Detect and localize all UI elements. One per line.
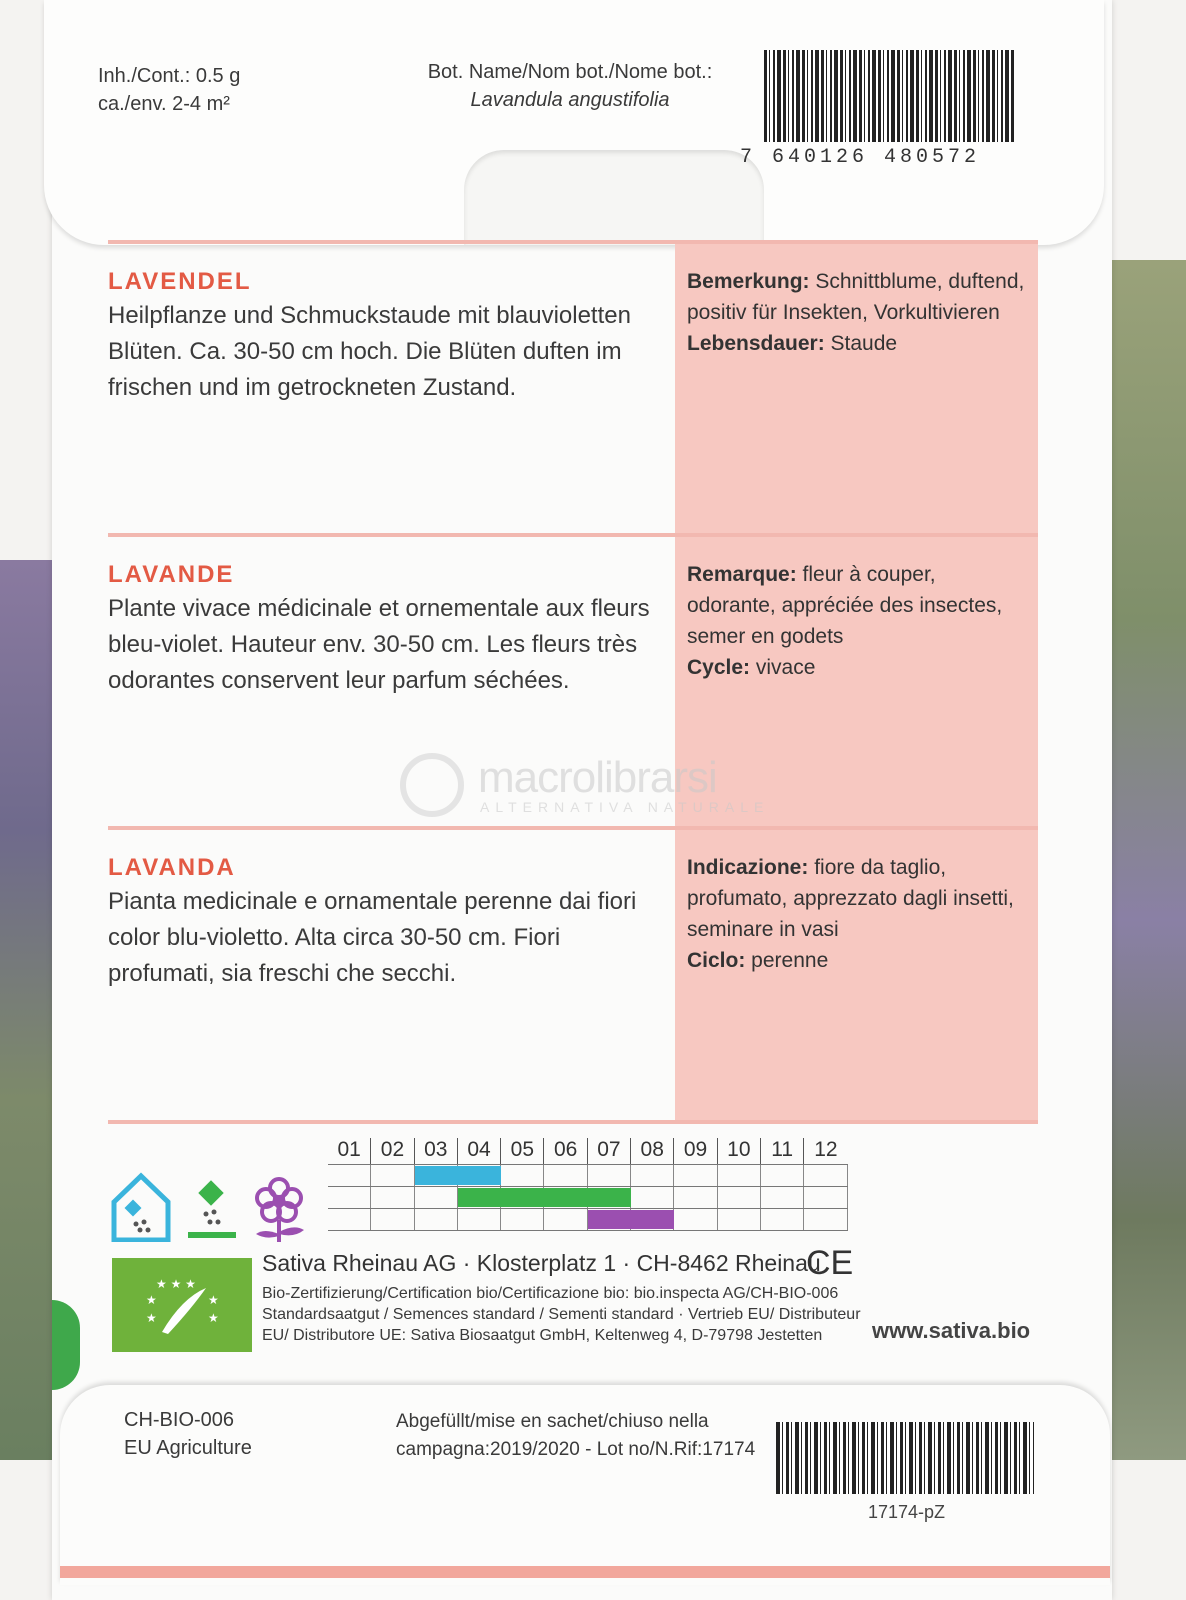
svg-text:★ ★ ★: ★ ★ ★ — [156, 1277, 196, 1291]
botanical-name — [420, 58, 720, 114]
calendar-month: 04 — [458, 1138, 501, 1164]
barcode-top — [764, 50, 1014, 142]
packet-bottom-edge — [60, 1566, 1110, 1578]
sow-indoor-icon — [110, 1172, 172, 1242]
company-address: Sativa Rheinau AG · Klosterplatz 1 · CH-8462 Rheinau — [262, 1250, 821, 1276]
calendar-row-flowering — [328, 1208, 848, 1230]
sowing-calendar — [328, 1138, 848, 1232]
note-text: Schnittblume, duftend, positiv für Insekten, Vorkultivieren — [687, 270, 1025, 324]
calendar-row-sow-indoor — [328, 1164, 848, 1186]
cycle-text: Staude — [824, 332, 898, 355]
calendar-month: 05 — [501, 1138, 544, 1164]
barcode-number: 7 640126 480572 — [740, 146, 981, 169]
website-link[interactable]: www.sativa.bio — [872, 1318, 1031, 1343]
watermark-logo-icon — [400, 753, 464, 817]
calendar-month: 12 — [814, 1138, 838, 1161]
barcode-bottom — [776, 1422, 1034, 1494]
section-title: LAVANDE — [108, 561, 235, 588]
section-body: Pianta medicinale e ornamentale perenne dai fiori color blu-violetto. Alta circa 30-50 cm. Fiori profumati, sia freschi che secchi. — [108, 888, 637, 987]
lot-info — [396, 1408, 755, 1464]
note-label: Indicazione: — [687, 856, 809, 879]
lot-line-2: campagna:2019/2020 - Lot no/N.Rif:17174 — [396, 1439, 756, 1460]
product-code: 17174-pZ — [868, 1502, 946, 1522]
background-photo-left — [0, 560, 60, 1460]
calendar-month: 02 — [371, 1138, 414, 1164]
note-text: fiore da taglio, profumato, apprezzato dagli insetti, seminare in vasi — [687, 856, 1014, 941]
note-label: Remarque: — [687, 563, 797, 586]
flap-notch — [464, 150, 764, 245]
calendar-month: 03 — [415, 1138, 458, 1164]
cycle-text: perenne — [745, 949, 829, 972]
calendar-month: 09 — [674, 1138, 717, 1164]
cycle-label: Cycle: — [687, 656, 751, 679]
content-weight: Inh./Cont.: 0.5 g — [98, 65, 241, 87]
svg-text:★: ★ — [146, 1293, 157, 1307]
watermark — [400, 745, 780, 825]
section-body: Heilpflanze und Schmuckstaude mit blauvioletten Blüten. Ca. 30-50 cm hoch. Die Blüten duften im frischen und im getrockneten Zustand. — [108, 302, 631, 401]
cert-info — [124, 1406, 252, 1462]
svg-text:★: ★ — [208, 1311, 219, 1325]
section-german — [108, 240, 1038, 534]
note-label: Bemerkung: — [687, 270, 810, 293]
lot-line-1: Abgefüllt/mise en sachet/chiuso nella — [396, 1411, 709, 1432]
calendar-month: 07 — [588, 1138, 631, 1164]
section-notes — [675, 830, 1038, 1120]
sow-outdoor-icon — [184, 1180, 240, 1240]
sowing-area: ca./env. 2-4 m² — [98, 93, 230, 115]
svg-text:★: ★ — [146, 1311, 157, 1325]
calendar-month: 11 — [761, 1138, 804, 1164]
calendar-month: 08 — [631, 1138, 674, 1164]
packet-front-edge — [52, 1300, 80, 1390]
watermark-text: macrolibrarsi — [478, 753, 717, 802]
cycle-text: vivace — [750, 656, 816, 679]
calendar-bar-sow-indoor — [415, 1166, 502, 1185]
section-title: LAVENDEL — [108, 268, 252, 295]
calendar-bar-flowering — [588, 1210, 675, 1229]
botanical-label: Bot. Name/Nom bot./Nome bot.: — [427, 61, 713, 83]
eu-organic-logo — [112, 1258, 252, 1352]
calendar-month: 06 — [544, 1138, 587, 1164]
calendar-month: 01 — [328, 1138, 371, 1164]
section-divider — [108, 1120, 1038, 1124]
cycle-label: Ciclo: — [687, 949, 746, 972]
content-info — [98, 62, 240, 118]
cert-code: CH-BIO-006 — [124, 1409, 235, 1431]
flower-icon — [246, 1172, 312, 1244]
background-photo-right — [1106, 260, 1186, 1460]
calendar-months — [328, 1138, 848, 1164]
calendar-bar-plant-out — [458, 1188, 631, 1207]
watermark-subtitle: ALTERNATIVA NATURALE — [480, 799, 770, 815]
distribution-line: Standardsaatgut / Semences standard / Sementi standard · Vertrieb EU/ Distributeur EU/ Distributore UE: Sativa Biosaatgut GmbH, Keltenweg 4, D-79798 Jestetten — [262, 1306, 861, 1344]
cert-origin: EU Agriculture — [124, 1437, 252, 1459]
certification-text — [262, 1283, 862, 1346]
ce-mark: CE — [806, 1244, 854, 1282]
section-body: Plante vivace médicinale et ornementale aux fleurs bleu-violet. Hauteur env. 30-50 cm. Les fleurs très odorantes conservent leur parfum séchées. — [108, 595, 650, 694]
section-title: LAVANDA — [108, 854, 236, 881]
calendar-month: 10 — [718, 1138, 761, 1164]
note-text: fleur à couper, odorante, appréciée des insectes, semer en godets — [687, 563, 1003, 648]
section-italian — [108, 826, 1038, 1120]
latin-name: Lavandula angustifolia — [470, 89, 670, 111]
cycle-label: Lebensdauer: — [687, 332, 825, 355]
section-notes — [675, 244, 1038, 534]
certification-line: Bio-Zertifizierung/Certification bio/Certificazione bio: bio.inspecta AG/CH-BIO-006 — [262, 1285, 839, 1302]
svg-text:★: ★ — [208, 1293, 219, 1307]
calendar-row-plant-out — [328, 1186, 848, 1208]
